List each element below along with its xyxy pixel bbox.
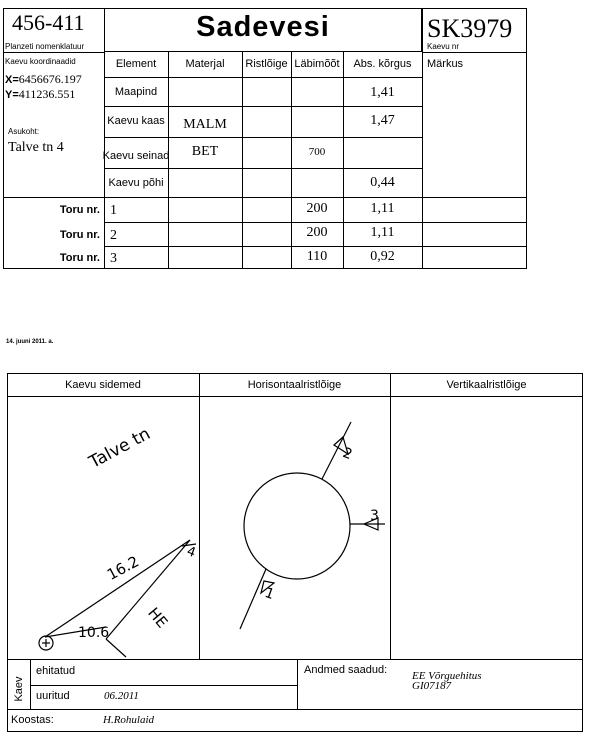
surveyed-label: uuritud [36, 690, 70, 702]
horizontal-section [200, 397, 389, 659]
x-label: X= [5, 74, 19, 86]
pipe-elevation: 1,11 [370, 201, 395, 216]
sketch-col-title: Horisontaalristlõige [247, 379, 342, 391]
table-cell-diameter: 700 [308, 146, 326, 158]
sketch-col-title: Kaevu sidemed [65, 379, 141, 391]
table-cell-elevation: 1,41 [370, 85, 395, 100]
surveyed-value: 06.2011 [104, 690, 139, 702]
pipe-label: Toru nr. [59, 252, 100, 264]
pipe-number: 2 [110, 228, 117, 243]
table-cell-elevation: 0,44 [370, 175, 395, 190]
table-cell-material: BET [191, 144, 219, 159]
well-id: SK3979 [427, 14, 513, 43]
data-from-line1: EE Võrguehitus [412, 670, 482, 682]
side-label: Kaev [13, 676, 25, 702]
col-header-element: Element [115, 58, 157, 70]
table-cell-material: MALM [183, 117, 227, 132]
built-label: ehitatud [36, 665, 76, 677]
pipe-number: 1 [110, 203, 117, 218]
col-header-diameter: Läbimõõt [294, 58, 340, 70]
distance-label: 10.6 [78, 625, 110, 641]
table-row-element: Kaevu kaas [107, 115, 165, 127]
footer-box [7, 659, 583, 732]
data-from-line2: GI07187 [412, 680, 452, 692]
point-label: 4 [184, 544, 198, 561]
pipe-number: 3 [110, 251, 117, 266]
y-coordinate [5, 87, 75, 102]
x-value: 6456676.197 [18, 72, 82, 86]
col-header-elevation: Abs. kõrgus [353, 58, 412, 70]
sheet-label: Planzeti nomenklatuur [5, 42, 85, 51]
table-row-element: Kaevu põhi [108, 177, 164, 189]
distance-label: 16.2 [104, 552, 142, 584]
pipe-label: Toru nr. [59, 204, 100, 216]
pipe-marker: 2 [340, 444, 355, 464]
data-from-label: Andmed saadud: [304, 664, 388, 676]
pipe-label: Toru nr. [59, 229, 100, 241]
table-cell-elevation: 1,47 [370, 113, 395, 128]
location-value: Talve tn 4 [8, 140, 64, 155]
pipe-elevation: 0,92 [370, 249, 395, 264]
sheet-number: 456-411 [12, 10, 85, 35]
building-label: HE [144, 604, 172, 632]
document-date: 14. juuni 2011. a. [6, 339, 54, 345]
pipe-elevation: 1,11 [370, 225, 395, 240]
y-value: 411236.551 [18, 87, 76, 101]
pipe-diameter: 110 [306, 249, 328, 264]
table-row-element: Maapind [114, 86, 158, 98]
pipe-diameter: 200 [306, 225, 328, 240]
x-coordinate [5, 72, 82, 87]
pipe-marker: 1 [262, 584, 277, 604]
col-header-cross: Ristlõige [245, 58, 288, 70]
notes-label: Märkus [427, 58, 464, 70]
location-label: Asukoht: [8, 127, 40, 136]
coords-label: Kaevu koordinaadid [5, 57, 76, 66]
y-label: Y= [5, 89, 19, 101]
pipe-diameter: 200 [306, 201, 328, 216]
table-row-element: Kaevu seinad [102, 150, 170, 162]
author-value: H.Rohulaid [103, 714, 155, 726]
pipe-marker: 3 [370, 508, 379, 524]
sketch-col-title: Vertikaalristlõige [446, 379, 527, 391]
col-header-material: Materjal [185, 58, 225, 70]
street-label: Talve tn [86, 423, 154, 473]
author-label: Koostas: [11, 714, 54, 726]
well-id-label: Kaevu nr [427, 42, 460, 51]
page-title: Sadevesi [196, 11, 330, 43]
